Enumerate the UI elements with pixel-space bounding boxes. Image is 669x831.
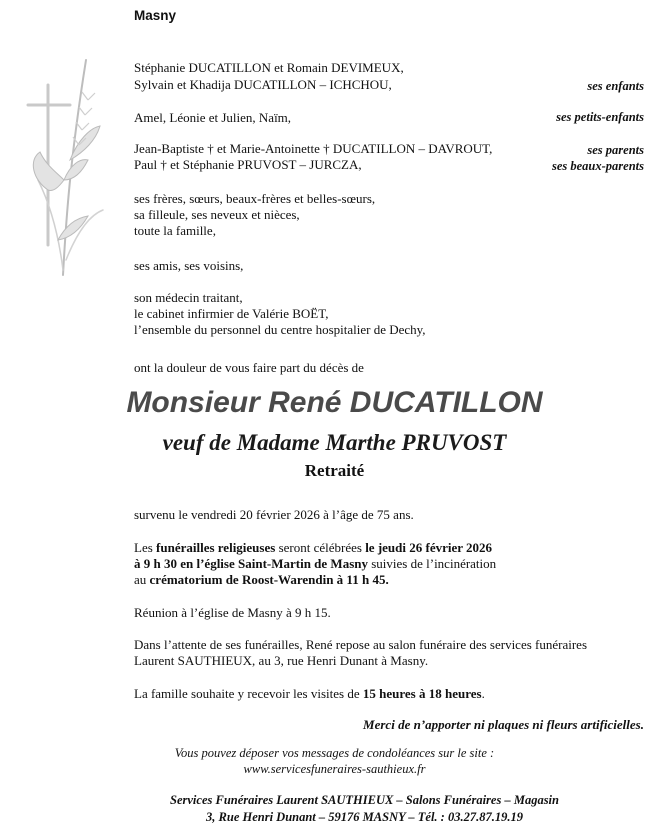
nurse-line: le cabinet infirmier de Valérie BOËT, [134, 306, 329, 321]
grandchildren-line: Amel, Léonie et Julien, Naïm, [134, 110, 292, 125]
siblings-line: ses frères, sœurs, beaux-frères et belles-sœurs, [134, 191, 376, 206]
children-line-2: Sylvain et Khadija DUCATILLON – ICHCHOU, [134, 77, 392, 92]
funeral-text-a: Les [134, 540, 157, 555]
funeral-line-2 [134, 555, 496, 572]
cross-lily-illustration [18, 40, 108, 280]
children-line-1: Stéphanie DUCATILLON et Romain DEVIMEUX, [134, 60, 404, 75]
funeral-line-1 [134, 539, 492, 556]
intro-line: ont la douleur de vous faire part du décès de [134, 360, 364, 375]
hospital-line: l’ensemble du personnel du centre hospitalier de Dechy, [134, 322, 426, 337]
parents-role: ses parents [587, 143, 644, 157]
reunion-line: Réunion à l’église de Masny à 9 h 15. [134, 605, 331, 620]
footer-line-2: 3, Rue Henri Dunant – 59176 MASNY – Tél. : 03.27.87.19.19 [206, 810, 523, 824]
funeral-text-c: seront célébrées [275, 540, 366, 555]
crematorium: crématorium de Roost-Warendin à 11 h 45. [149, 572, 389, 587]
doctor-line: son médecin traitant, [134, 290, 243, 305]
funeral-text-au: au [134, 572, 150, 587]
visits-dot: . [481, 686, 485, 701]
inlaws-role: ses beaux-parents [551, 159, 644, 173]
deceased-name: Monsieur René DUCATILLON [126, 386, 543, 419]
funeral-date: le jeudi 26 février 2026 [365, 540, 493, 555]
funeral-text-followed: suivies de l’incinération [368, 556, 497, 571]
whole-family-line: toute la famille, [134, 223, 216, 238]
widower-line: veuf de Madame Marthe PRUVOST [162, 430, 507, 455]
visits-hours: 15 heures à 18 heures [362, 686, 482, 701]
grandchildren-role: ses petits-enfants [556, 110, 644, 124]
no-flowers-line: Merci de n’apporter ni plaques ni fleurs artificielles. [363, 717, 644, 732]
goddaughter-line: sa filleule, ses neveux et nièces, [134, 207, 300, 222]
children-role: ses enfants [587, 79, 644, 93]
wait-line-2: Laurent SAUTHIEUX, au 3, rue Henri Dunant à Masny. [134, 653, 429, 668]
friends-line: ses amis, ses voisins, [134, 258, 244, 273]
parents-line: Jean-Baptiste † et Marie-Antoinette † DUCATILLON – DAVROUT, [134, 141, 493, 156]
visits-text: La famille souhaite y recevoir les visites de [134, 686, 363, 701]
town-label: Masny [134, 8, 177, 23]
funeral-church: à 9 h 30 en l’église Saint-Martin de Masny [134, 556, 368, 571]
inlaws-line: Paul † et Stéphanie PRUVOST – JURCZA, [134, 157, 362, 172]
footer-line-1: Services Funéraires Laurent SAUTHIEUX – Salons Funéraires – Magasin [170, 793, 559, 807]
death-line: survenu le vendredi 20 février 2026 à l’âge de 75 ans. [134, 507, 414, 522]
wait-line-1: Dans l’attente de ses funérailles, René repose au salon funéraire des services funéraires [134, 637, 588, 652]
condolence-url[interactable]: www.servicesfuneraires-sauthieux.fr [243, 762, 426, 776]
occupation-line: Retraité [304, 461, 365, 480]
condolence-line: Vous pouvez déposer vos messages de condoléances sur le site : [174, 746, 495, 760]
funeral-line-3 [134, 571, 389, 588]
funeral-text-b: funérailles religieuses [156, 540, 276, 555]
visits-line [134, 685, 485, 702]
